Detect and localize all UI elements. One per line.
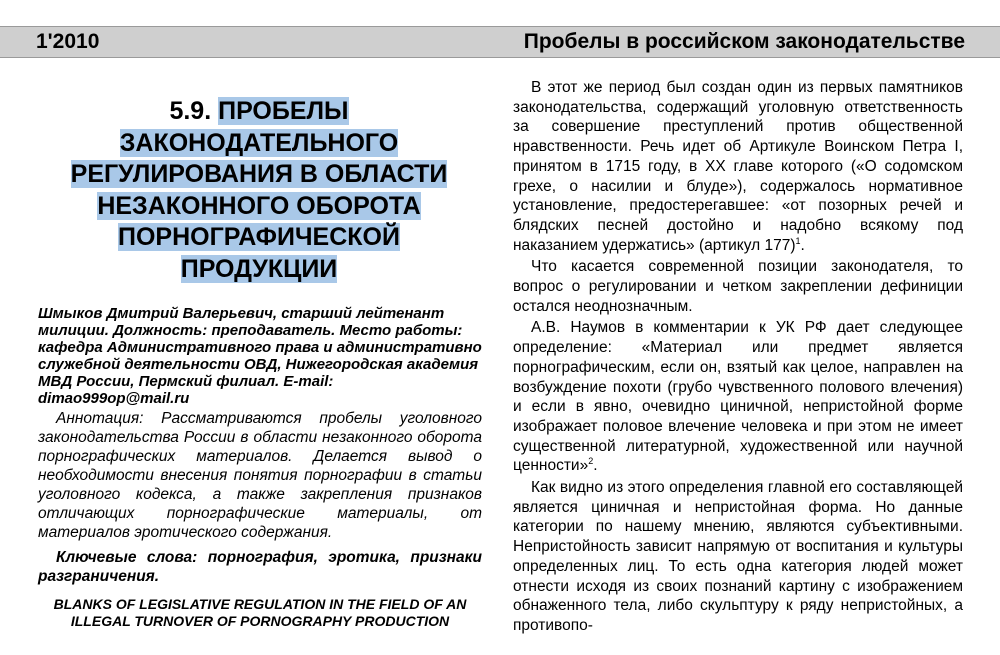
paragraph bbox=[513, 78, 963, 255]
paragraph-text: Что касается современной позиции законодателя, то вопрос о регулировании и четком закреплении дефиниции остался неоднозначным. bbox=[513, 258, 963, 315]
paragraph-end: . bbox=[800, 236, 805, 254]
title-line: НЕЗАКОННОГО ОБОРОТА bbox=[97, 191, 421, 220]
title-line: ПРОБЕЛЫ bbox=[218, 97, 349, 125]
paragraph bbox=[513, 318, 963, 476]
running-header bbox=[0, 26, 1000, 58]
footnote-ref[interactable]: 1 bbox=[795, 235, 801, 246]
paragraph bbox=[513, 478, 963, 636]
title-line: ПОРНОГРАФИЧЕСКОЙ bbox=[118, 223, 400, 251]
title-line: ПРОДУКЦИИ bbox=[180, 254, 338, 283]
issue-number: 1'2010 bbox=[36, 30, 100, 53]
author-info: Шмыков Дмитрий Валерьевич, старший лейтенант милиции. Должность: преподаватель. Место работы: кафедра Административного права и административно служебной деятельности ОВД, Нижегородская академия МВД России, Пермский филиал. E-mail: dimao999op@mail.ru bbox=[38, 305, 482, 407]
left-column bbox=[38, 96, 482, 630]
article-title bbox=[44, 96, 474, 285]
paragraph-text: Как видно из этого определения главной его составляющей является циничная и непристойная форма. Но данные категории по нашему мнению, являются субъективными. Непристойность зависит напрямую от воспитания и культуры определенных лиц. То есть одна категория людей может отнести исходя из своих познаний картину с изображением обнаженного тела, либо скульптуру к ряду непристойных, а противопо- bbox=[513, 479, 963, 634]
keywords: Ключевые слова: порнография, эротика, признаки разграничения. bbox=[38, 549, 482, 585]
footnote-ref[interactable]: 2 bbox=[588, 456, 594, 467]
abstract: Аннотация: Рассматриваются пробелы уголовного законодательства России в области незаконного оборота порнографических материалов. Делается вывод о необходимости внесения понятия порнографии в статьи уголовного кодекса, а также закрепления признаков отличающих порнографические материалы, от материалов эротического содержания. bbox=[38, 410, 482, 541]
paragraph-text: А.В. Наумов в комментарии к УК РФ дает следующее определение: «Материал или предмет является порнографическим, если он, взятый как целое, направлен на возбуждение похоти (грубо чувственного полового влечения) и если в явно, очевидно циничной, непристойной форме изображает половое влечение человека и при этом не имеет существенной литературной, художественной или научной ценности» bbox=[513, 319, 963, 475]
english-title: BLANKS OF LEGISLATIVE REGULATION IN THE FIELD OF AN ILLEGAL TURNOVER OF PORNOGRAPHY PRODUCTION bbox=[53, 596, 467, 629]
running-title: Пробелы в российском законодательстве bbox=[523, 30, 965, 53]
right-column bbox=[513, 78, 963, 638]
paragraph bbox=[513, 257, 963, 316]
title-line: ЗАКОНОДАТЕЛЬНОГО bbox=[119, 128, 399, 157]
paragraph-text: В этот же период был создан один из первых памятников законодательства, содержащий уголовную ответственность за совершение преступлений против общественной нравственности. Речь идет об Артикуле Воинском Петра I, принятом в 1715 году, в XX главе которого («О содомском грехе, о насилии и блуде»), содержалось нормативное установление, предостерегавшее: «от позорных речей и блядских песней достойно и надобно всякому под наказанием удержатись» (артикул 177) bbox=[513, 79, 963, 254]
paragraph-end: . bbox=[593, 457, 598, 475]
title-line: РЕГУЛИРОВАНИЯ В ОБЛАСТИ bbox=[70, 160, 448, 188]
article-number: 5.9. bbox=[169, 97, 212, 125]
